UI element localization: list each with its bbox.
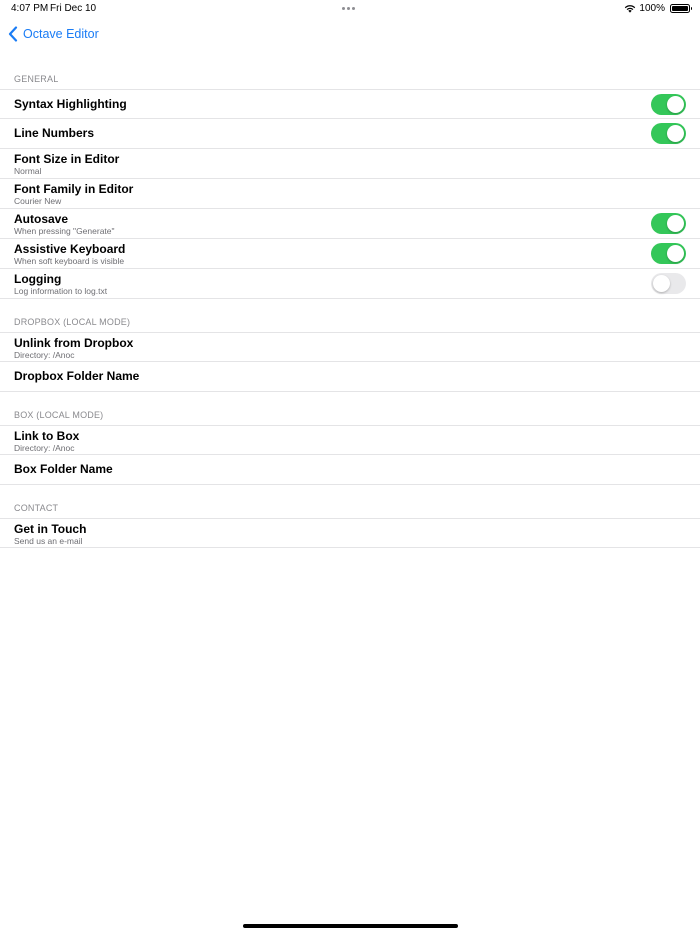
line-numbers-toggle[interactable] [651, 123, 686, 144]
status-time: 4:07 PM [11, 3, 49, 14]
status-date: Fri Dec 10 [50, 3, 97, 14]
row-logging [0, 269, 700, 299]
row-title: Get in Touch [14, 522, 87, 536]
row-unlink-dropbox[interactable] [0, 332, 700, 362]
row-dropbox-folder-name[interactable] [0, 362, 700, 392]
row-title: Syntax Highlighting [14, 97, 127, 111]
autosave-toggle[interactable] [651, 213, 686, 234]
row-title: Unlink from Dropbox [14, 336, 134, 350]
row-title: Assistive Keyboard [14, 242, 126, 256]
status-bar [0, 0, 700, 18]
row-title: Dropbox Folder Name [14, 369, 140, 383]
multitasking-dots-icon[interactable] [342, 7, 355, 10]
wifi-icon [624, 4, 636, 13]
row-title: Box Folder Name [14, 462, 113, 476]
row-title: Autosave [14, 212, 69, 226]
row-font-size[interactable] [0, 149, 700, 179]
row-font-family[interactable] [0, 179, 700, 209]
syntax-highlighting-toggle[interactable] [651, 94, 686, 115]
back-button[interactable] [8, 25, 99, 43]
row-box-folder-name[interactable] [0, 455, 700, 485]
row-subtitle: Log information to log.txt [14, 286, 108, 296]
section-header-general: GENERAL [14, 74, 59, 84]
section-header-box: BOX (LOCAL MODE) [14, 410, 104, 420]
row-title: Font Size in Editor [14, 152, 120, 166]
logging-toggle[interactable] [651, 273, 686, 294]
row-subtitle: When pressing "Generate" [14, 226, 115, 236]
home-indicator[interactable] [243, 924, 458, 928]
battery-icon [670, 4, 690, 13]
chevron-left-icon [8, 26, 18, 42]
row-title: Link to Box [14, 429, 80, 443]
row-subtitle: Normal [14, 166, 42, 176]
battery-percent: 100% [639, 3, 665, 14]
row-subtitle: When soft keyboard is visible [14, 256, 125, 266]
row-subtitle: Directory: /Anoc [14, 350, 75, 360]
status-right [624, 3, 690, 14]
back-button-label: Octave Editor [23, 27, 99, 41]
row-get-in-touch[interactable] [0, 518, 700, 548]
row-title: Line Numbers [14, 126, 95, 140]
section-header-contact: CONTACT [14, 503, 59, 513]
row-subtitle: Directory: /Anoc [14, 443, 75, 453]
section-header-dropbox: DROPBOX (LOCAL MODE) [14, 317, 131, 327]
row-link-box[interactable] [0, 425, 700, 455]
row-syntax-highlighting [0, 89, 700, 119]
row-line-numbers [0, 119, 700, 149]
row-subtitle: Courier New [14, 196, 62, 206]
assistive-keyboard-toggle[interactable] [651, 243, 686, 264]
row-title: Logging [14, 272, 62, 286]
row-autosave [0, 209, 700, 239]
row-title: Font Family in Editor [14, 182, 134, 196]
row-subtitle: Send us an e-mail [14, 536, 83, 546]
row-assistive-keyboard [0, 239, 700, 269]
